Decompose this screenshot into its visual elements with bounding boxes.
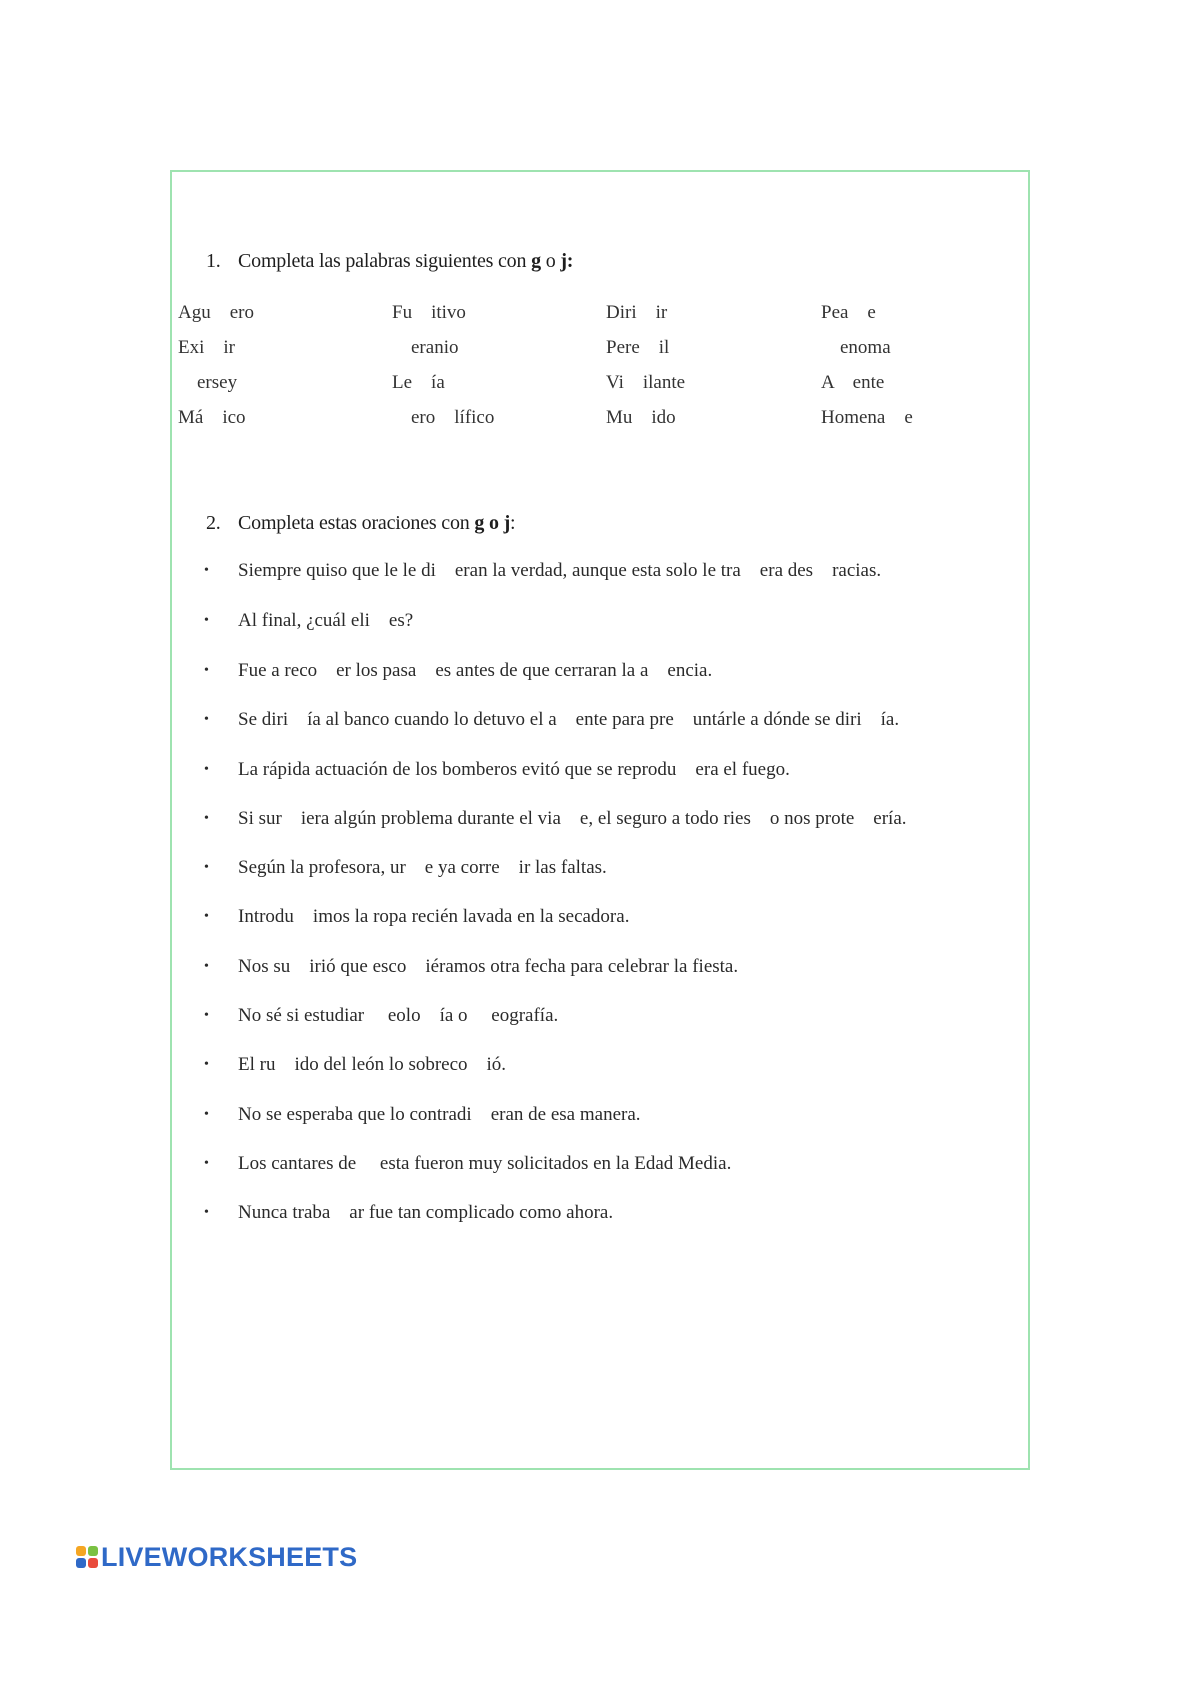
- logo-square: [76, 1546, 86, 1556]
- sentence-text: Siempre quiso que le le di eran la verdad, aunque esta solo le tra era des racias.: [238, 560, 882, 581]
- word-item: eranio: [392, 337, 459, 358]
- list-item: [204, 560, 881, 582]
- word-item: Diri ir: [606, 302, 668, 323]
- word-item: Pea e: [821, 302, 876, 323]
- sentence-text: Fue a reco er los pasa es antes de que cerraran la a encia.: [238, 660, 713, 681]
- bullet-icon: •: [204, 1008, 209, 1023]
- word-item: Fu itivo: [392, 302, 466, 323]
- word-item: ersey: [178, 372, 238, 393]
- exercise1-conjunction: o: [540, 250, 561, 272]
- list-item: [204, 759, 790, 781]
- word-item: enoma: [821, 337, 891, 358]
- word-item: Agu ero: [178, 302, 254, 323]
- exercise1-instruction: Completa las palabras siguientes con: [238, 250, 532, 272]
- bullet-icon: •: [204, 1107, 209, 1122]
- list-item: [204, 1153, 731, 1175]
- bullet-icon: •: [204, 563, 209, 578]
- bullet-icon: •: [204, 811, 209, 826]
- bullet-icon: •: [204, 909, 209, 924]
- sentence-text: La rápida actuación de los bomberos evitó que se reprodu era el fuego.: [238, 759, 790, 780]
- sentence-text: El ru ido del león lo sobreco ió.: [238, 1054, 507, 1075]
- exercise1-heading: [206, 250, 573, 273]
- exercise1-letter-g: g: [531, 250, 541, 272]
- logo-square: [76, 1558, 86, 1568]
- list-item: [204, 906, 629, 928]
- bullet-icon: •: [204, 712, 209, 727]
- liveworksheets-logo: [76, 1540, 357, 1574]
- bullet-icon: •: [204, 1057, 209, 1072]
- sentence-text: Nunca traba ar fue tan complicado como ahora.: [238, 1202, 614, 1223]
- word-item: Pere il: [606, 337, 670, 358]
- word-item: Vi ilante: [606, 372, 686, 393]
- list-item: [204, 808, 907, 830]
- logo-text: LIVEWORKSHEETS: [101, 1541, 358, 1572]
- sentence-text: No se esperaba que lo contradi eran de esa manera.: [238, 1104, 641, 1125]
- list-item: [204, 709, 899, 731]
- word-grid: [178, 302, 1038, 442]
- list-item: [204, 857, 607, 879]
- exercise2-instruction: Completa estas oraciones con: [238, 512, 475, 534]
- liveworksheets-logo-icon: [76, 1546, 98, 1568]
- sentence-text: Si sur iera algún problema durante el via e, el seguro a todo ries o nos prote ería.: [238, 808, 907, 829]
- list-item: [204, 1005, 558, 1027]
- list-item: [204, 956, 738, 978]
- bullet-icon: •: [204, 613, 209, 628]
- bullet-icon: •: [204, 1156, 209, 1171]
- exercise2-conjunction: o: [484, 512, 504, 534]
- sentence-text: Según la profesora, ur e ya corre ir las faltas.: [238, 857, 607, 878]
- bullet-icon: •: [204, 860, 209, 875]
- list-item: [204, 1054, 506, 1076]
- exercise2-heading: [206, 512, 515, 535]
- exercise2-letter-j: j: [503, 512, 511, 534]
- list-item: [204, 660, 712, 682]
- bullet-icon: •: [204, 663, 209, 678]
- exercise2-letter-g: g: [474, 512, 485, 534]
- sentence-text: Se diri ía al banco cuando lo detuvo el a ente para pre untárle a dónde se diri ía.: [238, 709, 900, 730]
- exercise2-number: 2.: [206, 512, 221, 534]
- logo-square: [88, 1546, 98, 1556]
- word-item: ero lífico: [392, 407, 495, 428]
- sentence-text: Introdu imos la ropa recién lavada en la secadora.: [238, 906, 630, 927]
- list-item: [204, 610, 413, 632]
- sentence-text: Nos su irió que esco iéramos otra fecha para celebrar la fiesta.: [238, 956, 739, 977]
- exercise1-number: 1.: [206, 250, 221, 272]
- list-item: [204, 1202, 613, 1224]
- word-item: A ente: [821, 372, 885, 393]
- word-item: Le ía: [392, 372, 445, 393]
- word-item: Má ico: [178, 407, 246, 428]
- sentence-text: Los cantares de esta fueron muy solicitados en la Edad Media.: [238, 1153, 732, 1174]
- bullet-icon: •: [204, 1205, 209, 1220]
- word-item: Mu ido: [606, 407, 676, 428]
- list-item: [204, 1104, 641, 1126]
- bullet-icon: •: [204, 762, 209, 777]
- word-item: Exi ir: [178, 337, 235, 358]
- sentence-text: No sé si estudiar eolo ía o eografía.: [238, 1005, 559, 1026]
- exercise1-letter-j: j:: [560, 250, 574, 272]
- logo-square: [88, 1558, 98, 1568]
- word-item: Homena e: [821, 407, 913, 428]
- bullet-icon: •: [204, 959, 209, 974]
- sentence-text: Al final, ¿cuál eli es?: [238, 610, 414, 631]
- exercise2-colon: :: [510, 512, 516, 534]
